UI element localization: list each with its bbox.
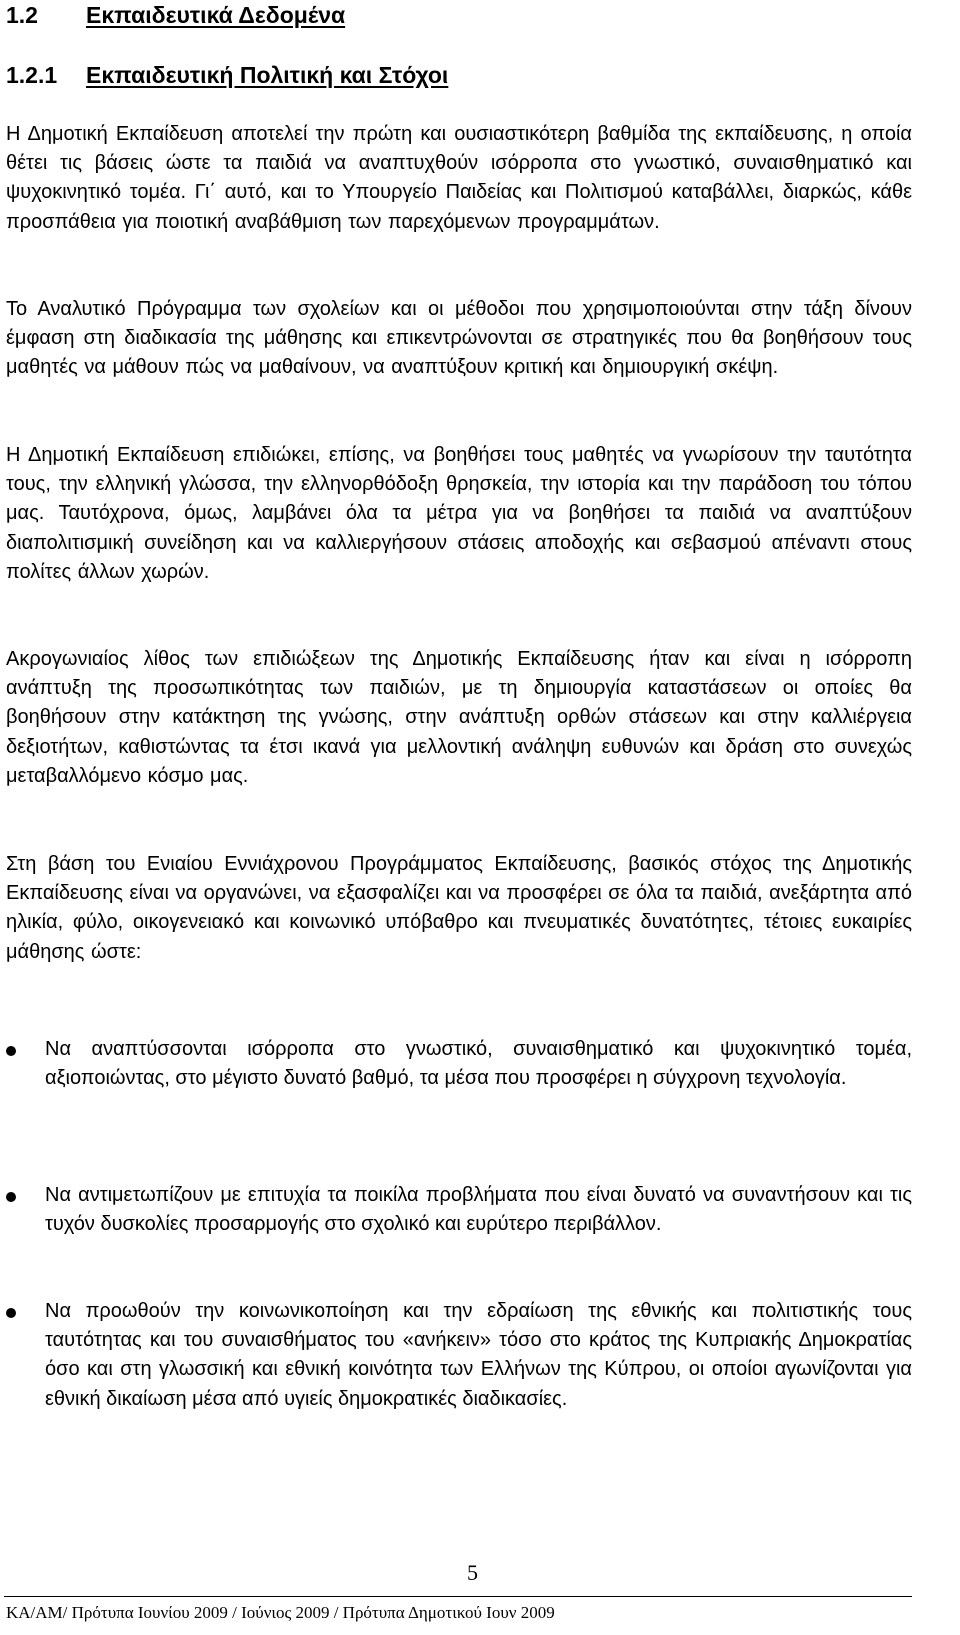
paragraph: Στη βάση του Ενιαίου Εννιάχρονου Προγράμματος Εκπαίδευσης, βασικός στόχος της Δημοτικής Εκπαίδευσης είναι να οργανώνει, να εξασφαλίζει και να προσφέρει σε όλα τα παιδιά, ανεξάρτητα από ηλικία, φύλο, οικογενειακό και κοινωνικό υπόβαθρο και πνευματικές δυνατότητες, τέτοιες ευκαιρίες μάθησης ώστε: (6, 853, 912, 963)
paragraph: Η Δημοτική Εκπαίδευση επιδιώκει, επίσης, να βοηθήσει τους μαθητές να γνωρίσουν την ταυτότητα τους, την ελληνική γλώσσα, την ελληνορθόδοξη θρησκεία, την ιστορία και την παράδοση του τόπου μας. Ταυτόχρονα, όμως, λαμβάνει όλα τα μέτρα για να βοηθήσει τα παιδιά να αναπτύξουν διαπολιτισμική συνείδηση και να καλλιεργήσουν στάσεις αποδοχής και σεβασμού απέναντι στους πολίτες άλλων χωρών. (6, 444, 912, 583)
subsection-title: Εκπαιδευτική Πολιτική και Στόχοι (86, 62, 449, 88)
bullet-icon (6, 1192, 16, 1202)
list-item-text: Να αναπτύσσονται ισόρροπα στο γνωστικό, συναισθηματικό και ψυχοκινητικό τομέα, αξιοποιώντας, στο μέγιστο δυνατό βαθμό, τα μέσα που προσφέρει η σύγχρονη τεχνολογία. (45, 1038, 912, 1090)
bullet-icon (6, 1046, 16, 1056)
footer-divider (4, 1596, 912, 1597)
page-number: 5 (467, 1560, 478, 1585)
paragraph: Το Αναλυτικό Πρόγραμμα των σχολείων και οι μέθοδοι που χρησιμοποιούνται στην τάξη δίνουν έμφαση στη διαδικασία της μάθησης και επικεντρώνονται σε στρατηγικές που θα βοηθήσουν τους μαθητές να μάθουν πώς να μαθαίνουν, να αναπτύξουν κριτική και δημιουργική σκέψη. (6, 298, 912, 379)
page-footer: ΚΑ/ΑΜ/ Πρότυπα Ιουνίου 2009 / Ιούνιος 2009 / Πρότυπα Δημοτικού Ιουν 2009 (6, 1603, 555, 1622)
bullet-icon (6, 1308, 16, 1318)
subsection-number: 1.2.1 (6, 62, 58, 88)
list-item-text: Να αντιμετωπίζουν με επιτυχία τα ποικίλα προβλήματα που είναι δυνατό να συναντήσουν και τις τυχόν δυσκολίες προσαρμογής στο σχολικό και ευρύτερο περιβάλλον. (45, 1184, 912, 1236)
list-item-text: Να προωθούν την κοινωνικοποίηση και την εδραίωση της εθνικής και πολιτιστικής τους ταυτότητας και του συναισθήματος του «ανήκειν» τόσο στο κράτος της Κυπριακής Δημοκρατίας όσο και στη γλωσσική και εθνική κοινότητα των Ελλήνων της Κύπρου, οι οποίοι αγωνίζονται για εθνική δικαίωση μέσα από υγιείς δημοκρατικές διαδικασίες. (45, 1300, 912, 1410)
section-heading (6, 2, 345, 29)
section-title: Εκπαιδευτικά Δεδομένα (86, 2, 346, 28)
paragraph: Ακρογωνιαίος λίθος των επιδιώξεων της Δημοτικής Εκπαίδευσης ήταν και είναι η ισόρροπη ανάπτυξη της προσωπικότητας των παιδιών, με τη δημιουργία καταστάσεων οι οποίες θα βοηθήσουν στην κατάκτηση της γνώσης, στην ανάπτυξη ορθών στάσεων και στην καλλιέργεια δεξιοτήτων, καθιστώντας τα έτσι ικανά για μελλοντική ανάληψη ευθυνών και δράση στο συνεχώς μεταβαλλόμενο κόσμο μας. (6, 648, 912, 787)
subsection-heading (6, 62, 448, 89)
section-number: 1.2 (6, 2, 38, 28)
paragraph: Η Δημοτική Εκπαίδευση αποτελεί την πρώτη και ουσιαστικότερη βαθμίδα της εκπαίδευσης, η οποία θέτει τις βάσεις ώστε τα παιδιά να αναπτυχθούν ισόρροπα στο γνωστικό, συναισθηματικό και ψυχοκινητικό τομέα. Γι΄ αυτό, και το Υπουργείο Παιδείας και Πολιτισμού καταβάλλει, διαρκώς, κάθε προσπάθεια για ποιοτική αναβάθμιση των παρεχόμενων προγραμμάτων. (6, 123, 912, 233)
